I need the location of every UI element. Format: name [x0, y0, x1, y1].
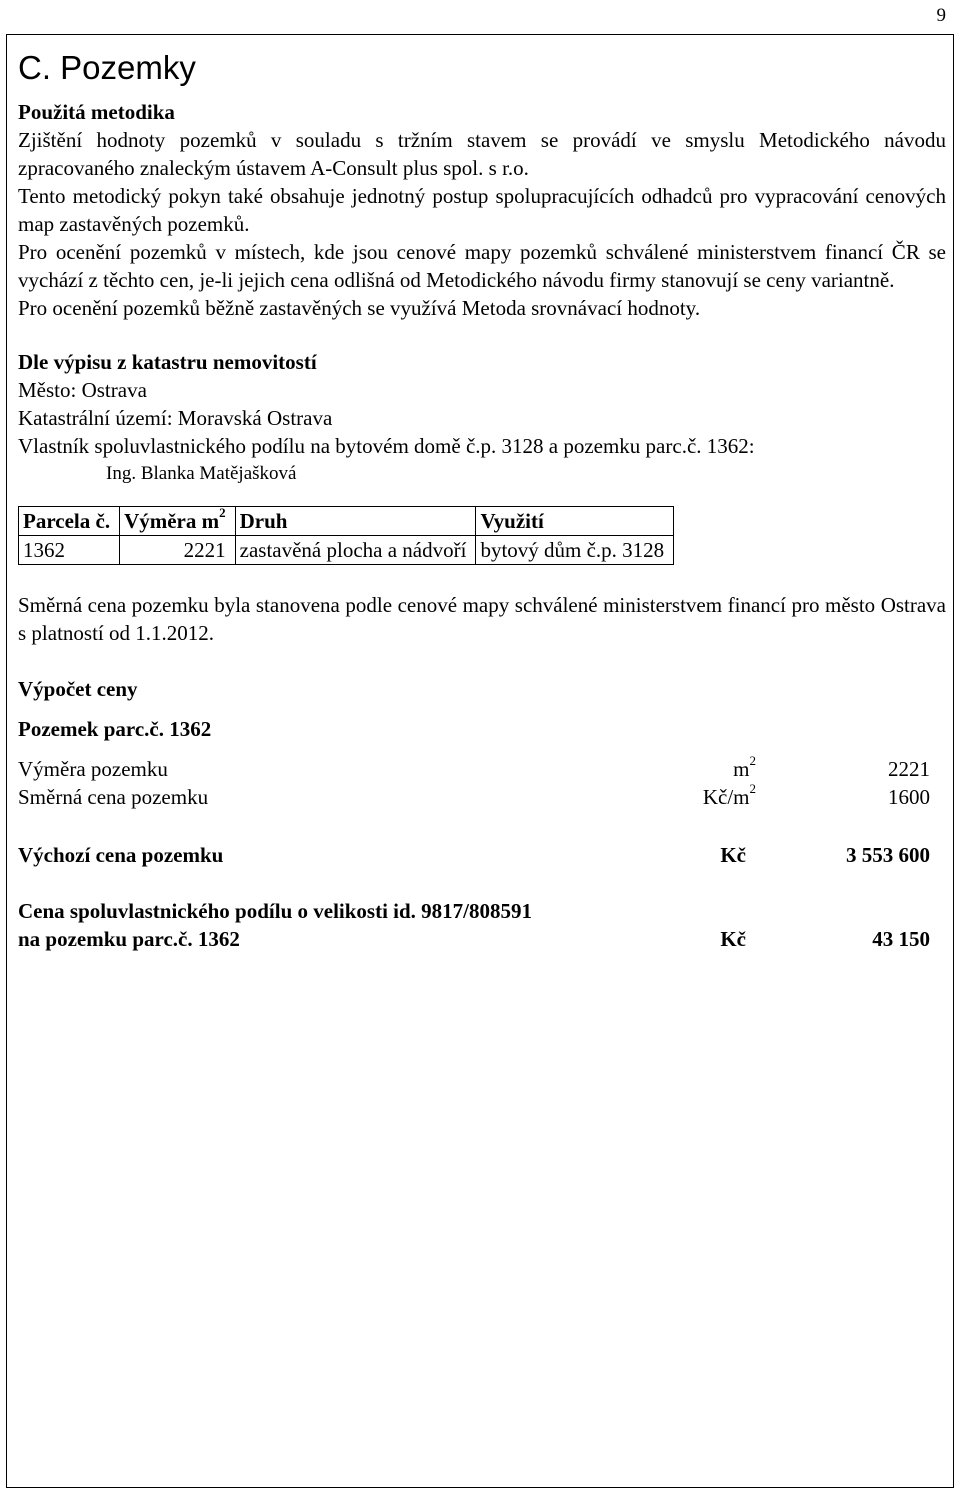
area-label: Výměra pozemku [18, 757, 168, 781]
page-number: 9 [936, 5, 946, 26]
parcel-table-header-row [19, 507, 674, 536]
methodology-paragraph-3: Pro ocenění pozemků v místech, kde jsou cenové mapy pozemků schválené ministerstvem financí ČR se vychází z těchto cen, je-li jejich cena odlišná od Metodického návodu firmy stanovují se ceny variantně. [18, 240, 946, 292]
price-value: 1600 [888, 785, 930, 809]
methodology-paragraph-2: Tento metodický pokyn také obsahuje jednotný postup spolupracujících odhadců pro vypracování cenových map zastavěných pozemků. [18, 184, 946, 236]
base-price-value: 3 553 600 [846, 843, 930, 867]
header-use: Využití [476, 507, 674, 536]
price-row [18, 783, 946, 811]
owner-name: Ing. Blanka Matějašková [106, 463, 297, 484]
price-label: Směrná cena pozemku [18, 785, 209, 809]
header-area [120, 507, 236, 536]
header-type: Druh [235, 507, 476, 536]
header-area-sup: 2 [219, 505, 226, 520]
base-price-label: Výchozí cena pozemku [18, 843, 224, 867]
table-row [19, 536, 674, 565]
cell-type: zastavěná plocha a nádvoří [235, 536, 476, 565]
share-price-unit: Kč [720, 927, 746, 951]
document-body [18, 48, 946, 953]
methodology-paragraph-1: Zjištění hodnoty pozemků v souladu s tržním stavem se provádí ve smyslu Metodického návodu zpracovaného znaleckým ústavem A-Consult plus spol. s r.o. [18, 128, 946, 180]
area-row [18, 755, 946, 783]
base-price-row [18, 841, 946, 869]
share-price-row [18, 925, 946, 953]
calculation-heading: Výpočet ceny [18, 677, 138, 701]
cell-parcel: 1362 [19, 536, 120, 565]
base-price-unit: Kč [720, 843, 746, 867]
cadastre-city: Město: Ostrava [18, 378, 147, 402]
area-unit-text: m [733, 757, 750, 781]
calculation-subheading: Pozemek parc.č. 1362 [18, 717, 212, 741]
share-label-line-2: na pozemku parc.č. 1362 [18, 927, 240, 951]
price-unit-sup: 2 [749, 781, 756, 796]
area-value: 2221 [888, 757, 930, 781]
share-price-value: 43 150 [872, 927, 930, 951]
area-unit-sup: 2 [749, 753, 756, 768]
cadastre-owner-line: Vlastník spoluvlastnického podílu na bytovém domě č.p. 3128 a pozemku parc.č. 1362: [18, 434, 755, 458]
cadastre-heading: Dle výpisu z katastru nemovitostí [18, 350, 317, 374]
cell-area: 2221 [120, 536, 236, 565]
area-unit [733, 755, 756, 783]
share-label-line-1: Cena spoluvlastnického podílu o velikosti id. 9817/808591 [18, 899, 533, 923]
price-unit [703, 783, 756, 811]
cell-use: bytový dům č.p. 3128 [476, 536, 674, 565]
section-title: C. Pozemky [18, 49, 196, 86]
share-label-row [18, 897, 946, 925]
methodology-paragraph-4: Pro ocenění pozemků běžně zastavěných se využívá Metoda srovnávací hodnoty. [18, 296, 701, 320]
cadastre-area: Katastrální území: Moravská Ostrava [18, 406, 333, 430]
header-parcel: Parcela č. [19, 507, 120, 536]
header-area-label: Výměra m [124, 509, 220, 533]
price-note: Směrná cena pozemku byla stanovena podle cenové mapy schválené ministerstvem financí pro město Ostrava s platností od 1.1.2012. [18, 593, 946, 645]
price-unit-text: Kč/m [702, 785, 750, 809]
methodology-heading: Použitá metodika [18, 100, 175, 124]
parcel-table [18, 506, 674, 565]
